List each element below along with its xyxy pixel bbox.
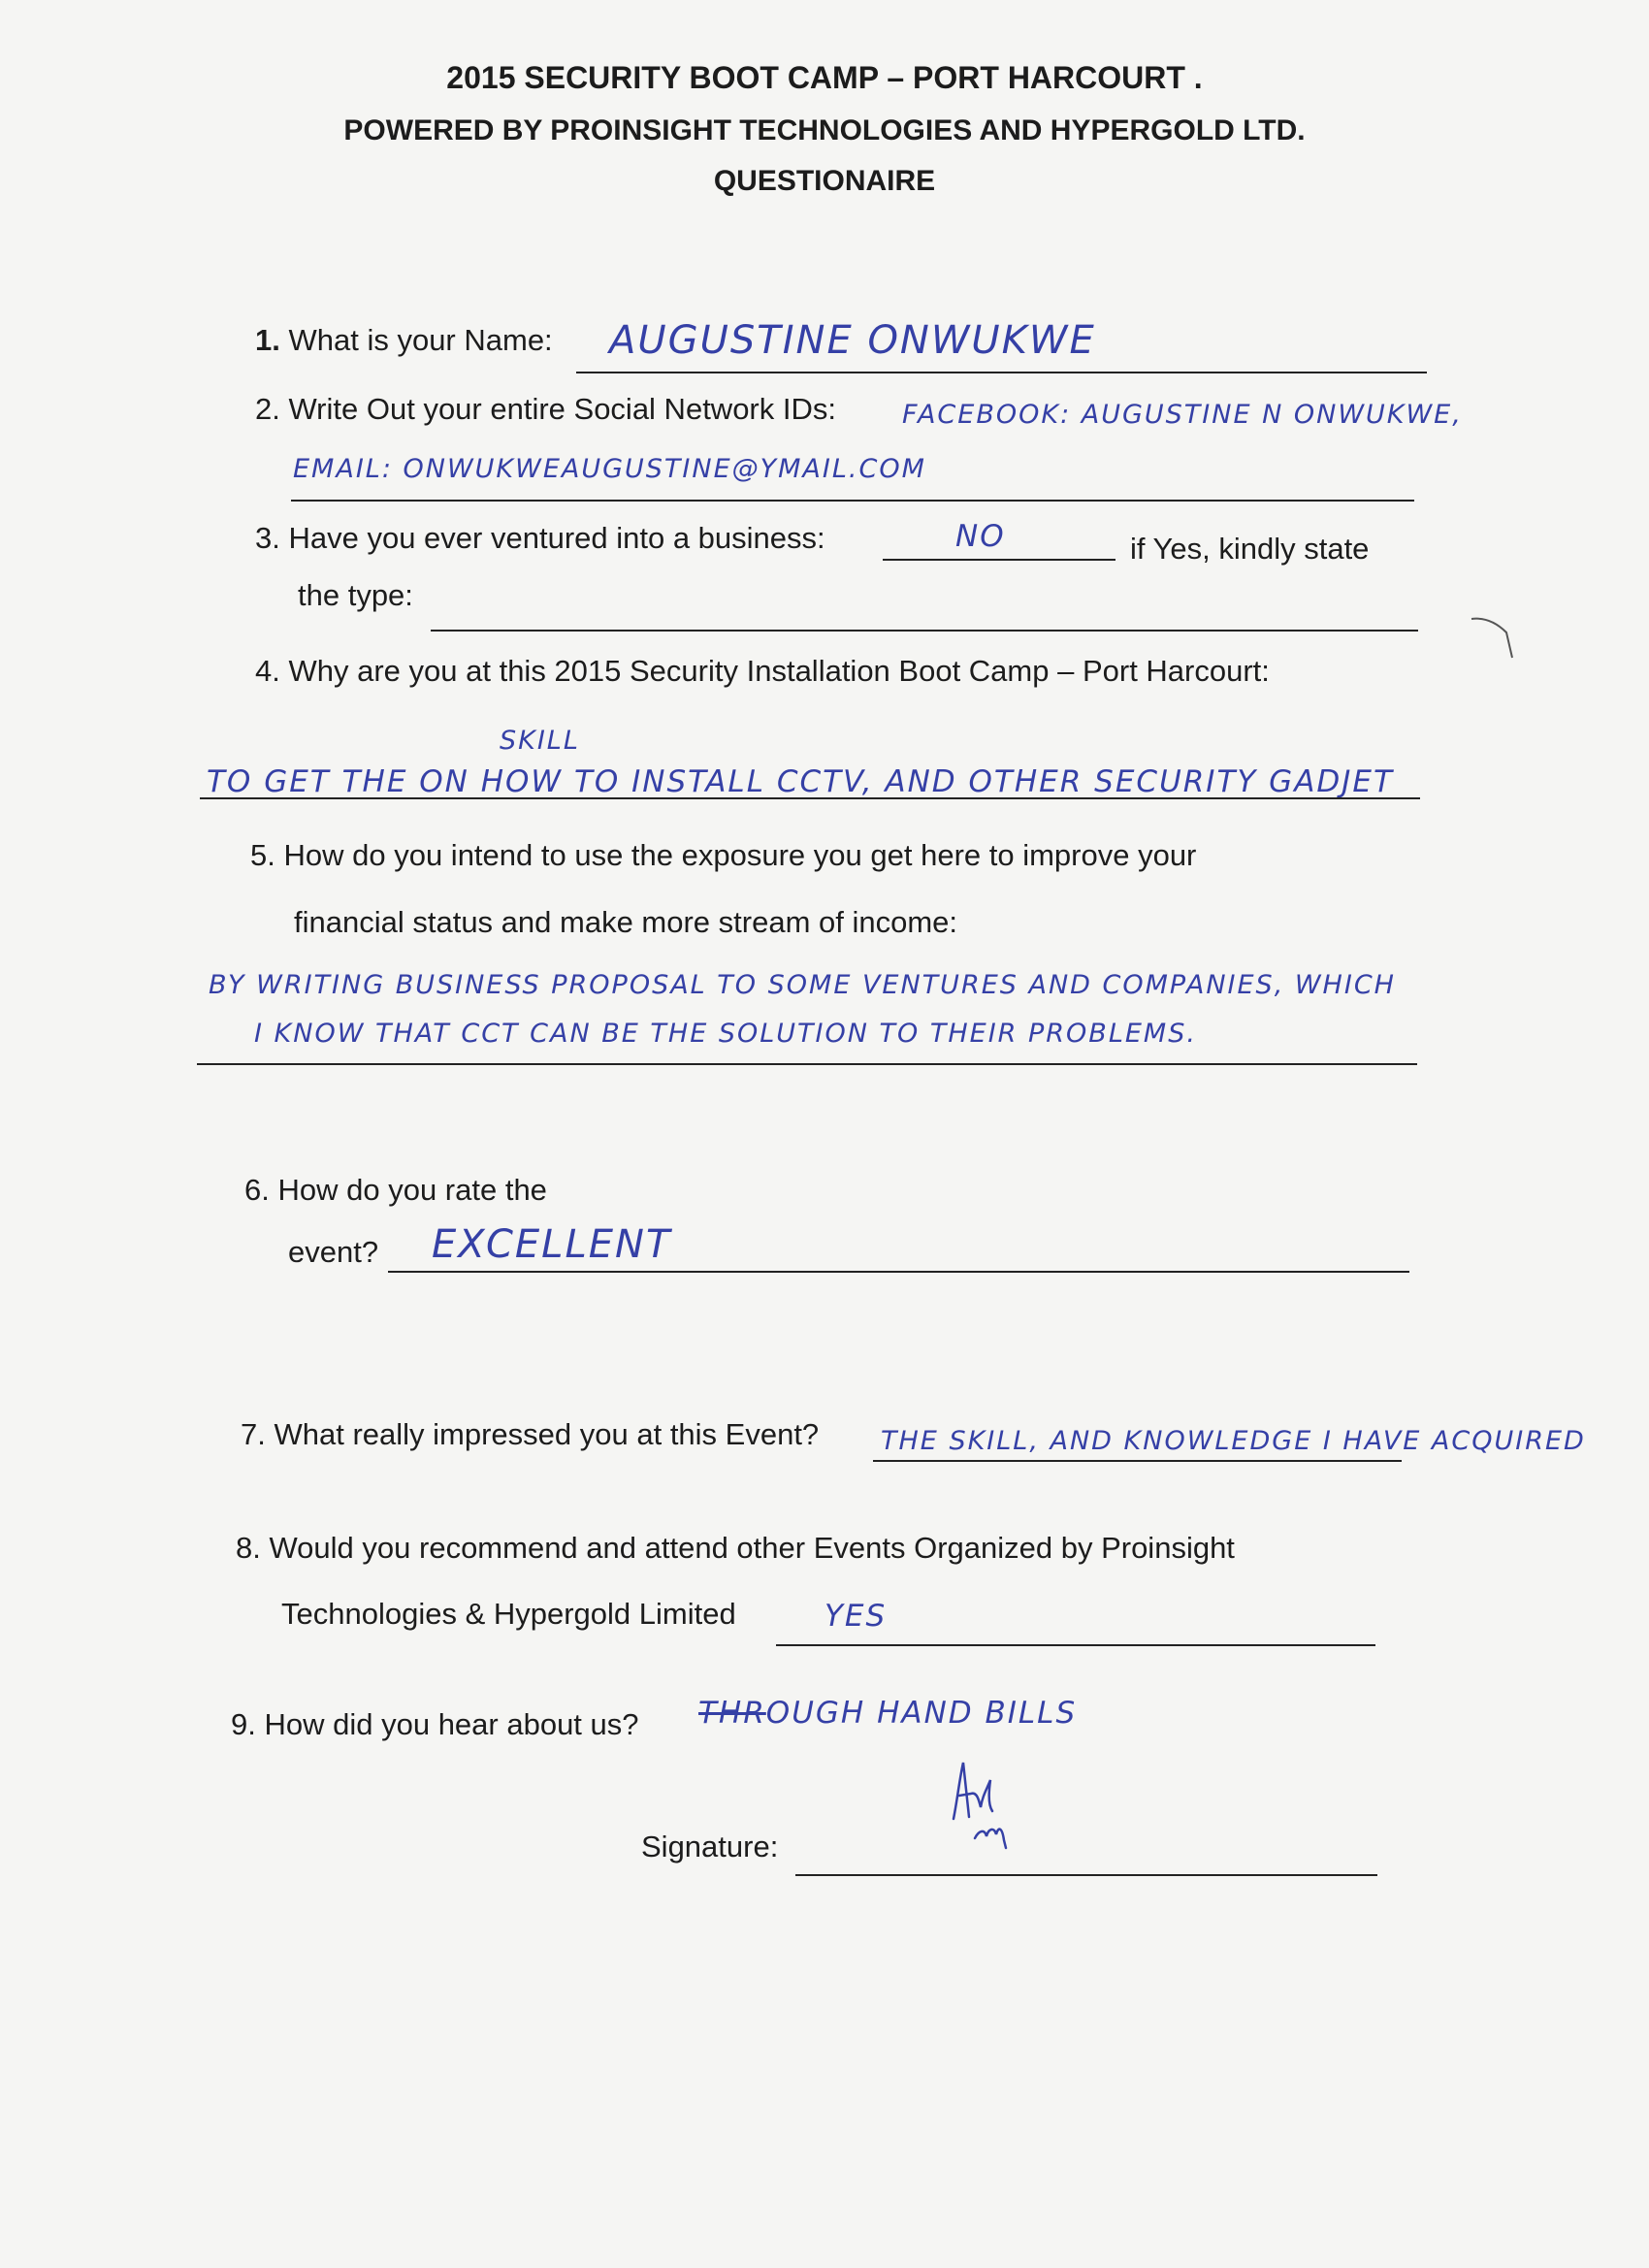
answer-line <box>388 1271 1409 1273</box>
question-text: Would you recommend and attend other Events Organized by Proinsight <box>269 1531 1235 1565</box>
question-3 <box>255 521 825 556</box>
answer-line <box>431 630 1418 632</box>
question-7 <box>241 1417 819 1452</box>
question-9 <box>231 1707 639 1742</box>
answer-name[interactable]: AUGUSTINE ONWUKWE <box>609 318 1096 363</box>
answer-social-line2[interactable]: EMAIL: ONWUKWEAUGUSTINE@YMAIL.COM <box>293 454 926 484</box>
question-8-line2: Technologies & Hypergold Limited <box>281 1597 736 1631</box>
answer-line <box>776 1644 1375 1646</box>
question-5-line2: financial status and make more stream of income: <box>294 905 958 939</box>
answer-line <box>873 1460 1402 1462</box>
answer-plan-line2[interactable]: I KNOW THAT CCT CAN BE THE SOLUTION TO THEIR PROBLEMS. <box>254 1019 1197 1049</box>
question-1 <box>255 323 553 358</box>
stray-pen-mark <box>1470 611 1518 669</box>
question-2 <box>255 392 836 427</box>
answer-insert-word[interactable]: SKILL <box>500 726 580 756</box>
answer-line <box>576 372 1427 373</box>
answer-line <box>291 500 1414 502</box>
answer-reason[interactable]: TO GET THE ON HOW TO INSTALL CCTV, AND OTHER SECURITY GADJET <box>207 764 1394 799</box>
answer-recommend[interactable]: YES <box>824 1599 888 1634</box>
answer-business[interactable]: NO <box>955 519 1006 554</box>
question-text: Why are you at this 2015 Security Installation Boot Camp – Port Harcourt: <box>288 654 1270 688</box>
answer-social-line1[interactable]: FACEBOOK: AUGUSTINE N ONWUKWE, <box>902 400 1463 430</box>
question-number: 2. <box>255 392 280 426</box>
question-8 <box>236 1531 1235 1566</box>
answer-impressed[interactable]: THE SKILL, AND KNOWLEDGE I HAVE ACQUIRED <box>881 1426 1586 1456</box>
question-3-conditional: if Yes, kindly state <box>1130 532 1370 566</box>
question-text: How do you intend to use the exposure you get here to improve your <box>283 838 1197 872</box>
form-title: 2015 SECURITY BOOT CAMP – PORT HARCOURT . <box>446 60 1203 95</box>
form-heading: QUESTIONAIRE <box>713 165 936 197</box>
question-3-type-label: the type: <box>298 578 413 612</box>
question-number: 4. <box>255 654 280 688</box>
answer-source-text: OUGH HAND BILLS <box>765 1696 1078 1731</box>
question-6 <box>244 1173 547 1208</box>
question-number: 5. <box>250 838 275 872</box>
question-number: 9. <box>231 1707 256 1741</box>
question-4 <box>255 654 1270 689</box>
answer-plan-line1[interactable]: BY WRITING BUSINESS PROPOSAL TO SOME VENTURES AND COMPANIES, WHICH <box>209 970 1396 1000</box>
form-subtitle: POWERED BY PROINSIGHT TECHNOLOGIES AND HYPERGOLD LTD. <box>343 114 1306 146</box>
question-number: 8. <box>236 1531 261 1565</box>
signature-scribble[interactable] <box>946 1751 1023 1858</box>
answer-source[interactable] <box>698 1696 1077 1731</box>
answer-line <box>200 797 1420 799</box>
question-number: 1. <box>255 323 280 357</box>
answer-line <box>883 559 1116 561</box>
question-text: Write Out your entire Social Network IDs: <box>288 392 836 426</box>
answer-line <box>197 1063 1417 1065</box>
answer-rating[interactable]: EXCELLENT <box>432 1222 672 1267</box>
question-text: What really impressed you at this Event? <box>274 1417 820 1451</box>
question-5 <box>250 838 1196 873</box>
question-text: What is your Name: <box>288 323 553 357</box>
question-text: How did you hear about us? <box>264 1707 639 1741</box>
question-number: 6. <box>244 1173 270 1207</box>
signature-line <box>795 1874 1377 1876</box>
question-text: Have you ever ventured into a business: <box>288 521 825 555</box>
struck-through-text: THR <box>698 1696 766 1731</box>
question-6-line2: event? <box>288 1235 379 1269</box>
question-number: 7. <box>241 1417 266 1451</box>
signature-label: Signature: <box>641 1830 779 1863</box>
question-text: How do you rate the <box>277 1173 547 1207</box>
question-number: 3. <box>255 521 280 555</box>
